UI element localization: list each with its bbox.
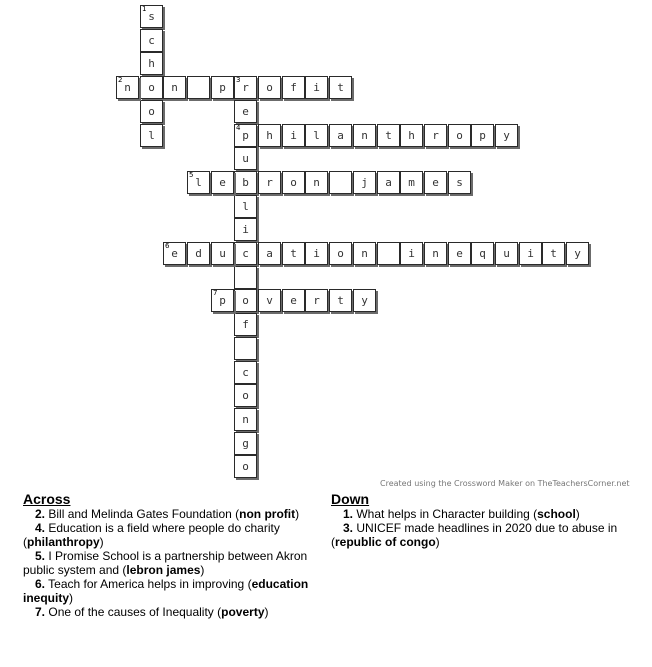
clue-across-5: 5. I Promise School is a partnership between Akron public system and (lebron james) (23, 549, 308, 577)
grid-cell[interactable]: a (258, 242, 281, 265)
clue-across-4: 4. Education is a field where people do charity (philanthropy) (23, 521, 280, 549)
grid-cell[interactable]: m (400, 171, 423, 194)
grid-cell[interactable]: q (471, 242, 494, 265)
grid-cell[interactable]: l (305, 124, 328, 147)
grid-cell[interactable]: h (400, 124, 423, 147)
clue-number: 2 (118, 76, 123, 84)
grid-cell[interactable]: o (282, 171, 305, 194)
grid-cell[interactable] (234, 266, 257, 289)
grid-cell[interactable]: f (234, 313, 257, 336)
grid-cell[interactable]: e (424, 171, 447, 194)
grid-cell[interactable]: u (234, 147, 257, 170)
grid-cell[interactable]: i (234, 218, 257, 241)
grid-cell[interactable]: n (305, 171, 328, 194)
grid-cell[interactable]: l (140, 124, 163, 147)
across-heading: Across (23, 491, 71, 507)
grid-cell[interactable]: j (353, 171, 376, 194)
clue-number: 5 (189, 171, 194, 179)
grid-cell[interactable]: n (424, 242, 447, 265)
grid-cell[interactable]: i (400, 242, 423, 265)
grid-cell[interactable]: e (211, 171, 234, 194)
grid-cell[interactable]: t (329, 76, 352, 99)
grid-cell[interactable] (329, 171, 352, 194)
grid-cell[interactable]: b (234, 171, 257, 194)
grid-cell[interactable]: a (377, 171, 400, 194)
clue-across-2: 2. Bill and Melinda Gates Foundation (non profit) (35, 507, 300, 521)
grid-cell[interactable]: i (305, 76, 328, 99)
grid-cell[interactable]: e 6 (163, 242, 186, 265)
grid-cell[interactable]: r (258, 171, 281, 194)
grid-cell[interactable]: t (282, 242, 305, 265)
grid-cell[interactable]: f (282, 76, 305, 99)
credit-text: Created using the Crossword Maker on TheTeachersCorner.net (380, 479, 630, 488)
grid-cell[interactable]: g (234, 432, 257, 455)
grid-cell[interactable]: o (329, 242, 352, 265)
grid-cell[interactable]: n (353, 242, 376, 265)
down-heading: Down (331, 491, 370, 507)
grid-cell[interactable]: o (448, 124, 471, 147)
clue-number: 7 (213, 289, 218, 297)
clue-across-7: 7. One of the causes of Inequality (poverty) (35, 605, 269, 619)
grid-cell[interactable]: s 1 (140, 5, 163, 28)
grid-cell[interactable]: l 5 (187, 171, 210, 194)
grid-cell[interactable]: y (353, 289, 376, 312)
grid-cell[interactable]: e (448, 242, 471, 265)
grid-cell[interactable]: n (353, 124, 376, 147)
grid-cell[interactable]: t (542, 242, 565, 265)
grid-cell[interactable]: c (234, 242, 257, 265)
grid-cell[interactable]: o (234, 289, 257, 312)
grid-cell[interactable]: p 4 (234, 124, 257, 147)
grid-cell[interactable]: r (424, 124, 447, 147)
grid-cell[interactable]: c (234, 361, 257, 384)
grid-cell[interactable]: u (495, 242, 518, 265)
grid-cell[interactable]: i (305, 242, 328, 265)
clue-number: 4 (236, 124, 241, 132)
grid-cell[interactable]: y (495, 124, 518, 147)
grid-cell[interactable]: c (140, 29, 163, 52)
grid-cell[interactable]: u (211, 242, 234, 265)
grid-cell[interactable]: e (234, 100, 257, 123)
grid-cell[interactable]: n (234, 408, 257, 431)
grid-cell[interactable]: h (140, 52, 163, 75)
grid-cell[interactable]: n (163, 76, 186, 99)
grid-cell[interactable]: v (258, 289, 281, 312)
down-clues (331, 491, 631, 549)
grid-cell[interactable]: h (258, 124, 281, 147)
grid-cell[interactable]: e (282, 289, 305, 312)
grid-cell[interactable]: a (329, 124, 352, 147)
clue-down-1: 1. What helps in Character building (school) (343, 507, 580, 521)
grid-cell[interactable]: r 3 (234, 76, 257, 99)
grid-cell[interactable]: o (234, 455, 257, 478)
clue-number: 6 (165, 242, 170, 250)
grid-cell[interactable]: i (519, 242, 542, 265)
grid-cell[interactable] (234, 337, 257, 360)
grid-cell[interactable]: r (305, 289, 328, 312)
grid-cell[interactable]: o (234, 384, 257, 407)
grid-cell[interactable]: p (471, 124, 494, 147)
grid-cell[interactable]: o (140, 100, 163, 123)
grid-cell[interactable]: y (566, 242, 589, 265)
grid-cell[interactable]: p (211, 76, 234, 99)
grid-cell[interactable]: p 7 (211, 289, 234, 312)
grid-cell[interactable]: i (282, 124, 305, 147)
clue-down-3: 3. UNICEF made headlines in 2020 due to abuse in (republic of congo) (331, 521, 618, 549)
grid-cell[interactable]: l (234, 195, 257, 218)
across-clues (23, 491, 313, 619)
clue-across-6: 6. Teach for America helps in improving (education inequity) (23, 577, 309, 605)
grid-cell[interactable]: n 2 (116, 76, 139, 99)
grid-cell[interactable]: t (377, 124, 400, 147)
grid-cell[interactable]: o (140, 76, 163, 99)
grid-cell[interactable]: t (329, 289, 352, 312)
clue-number: 3 (236, 76, 241, 84)
clue-number: 1 (142, 5, 147, 13)
grid-cell[interactable] (187, 76, 210, 99)
grid-cell[interactable]: o (258, 76, 281, 99)
grid-cell[interactable]: s (448, 171, 471, 194)
grid-cell[interactable]: d (187, 242, 210, 265)
grid-cell[interactable] (377, 242, 400, 265)
